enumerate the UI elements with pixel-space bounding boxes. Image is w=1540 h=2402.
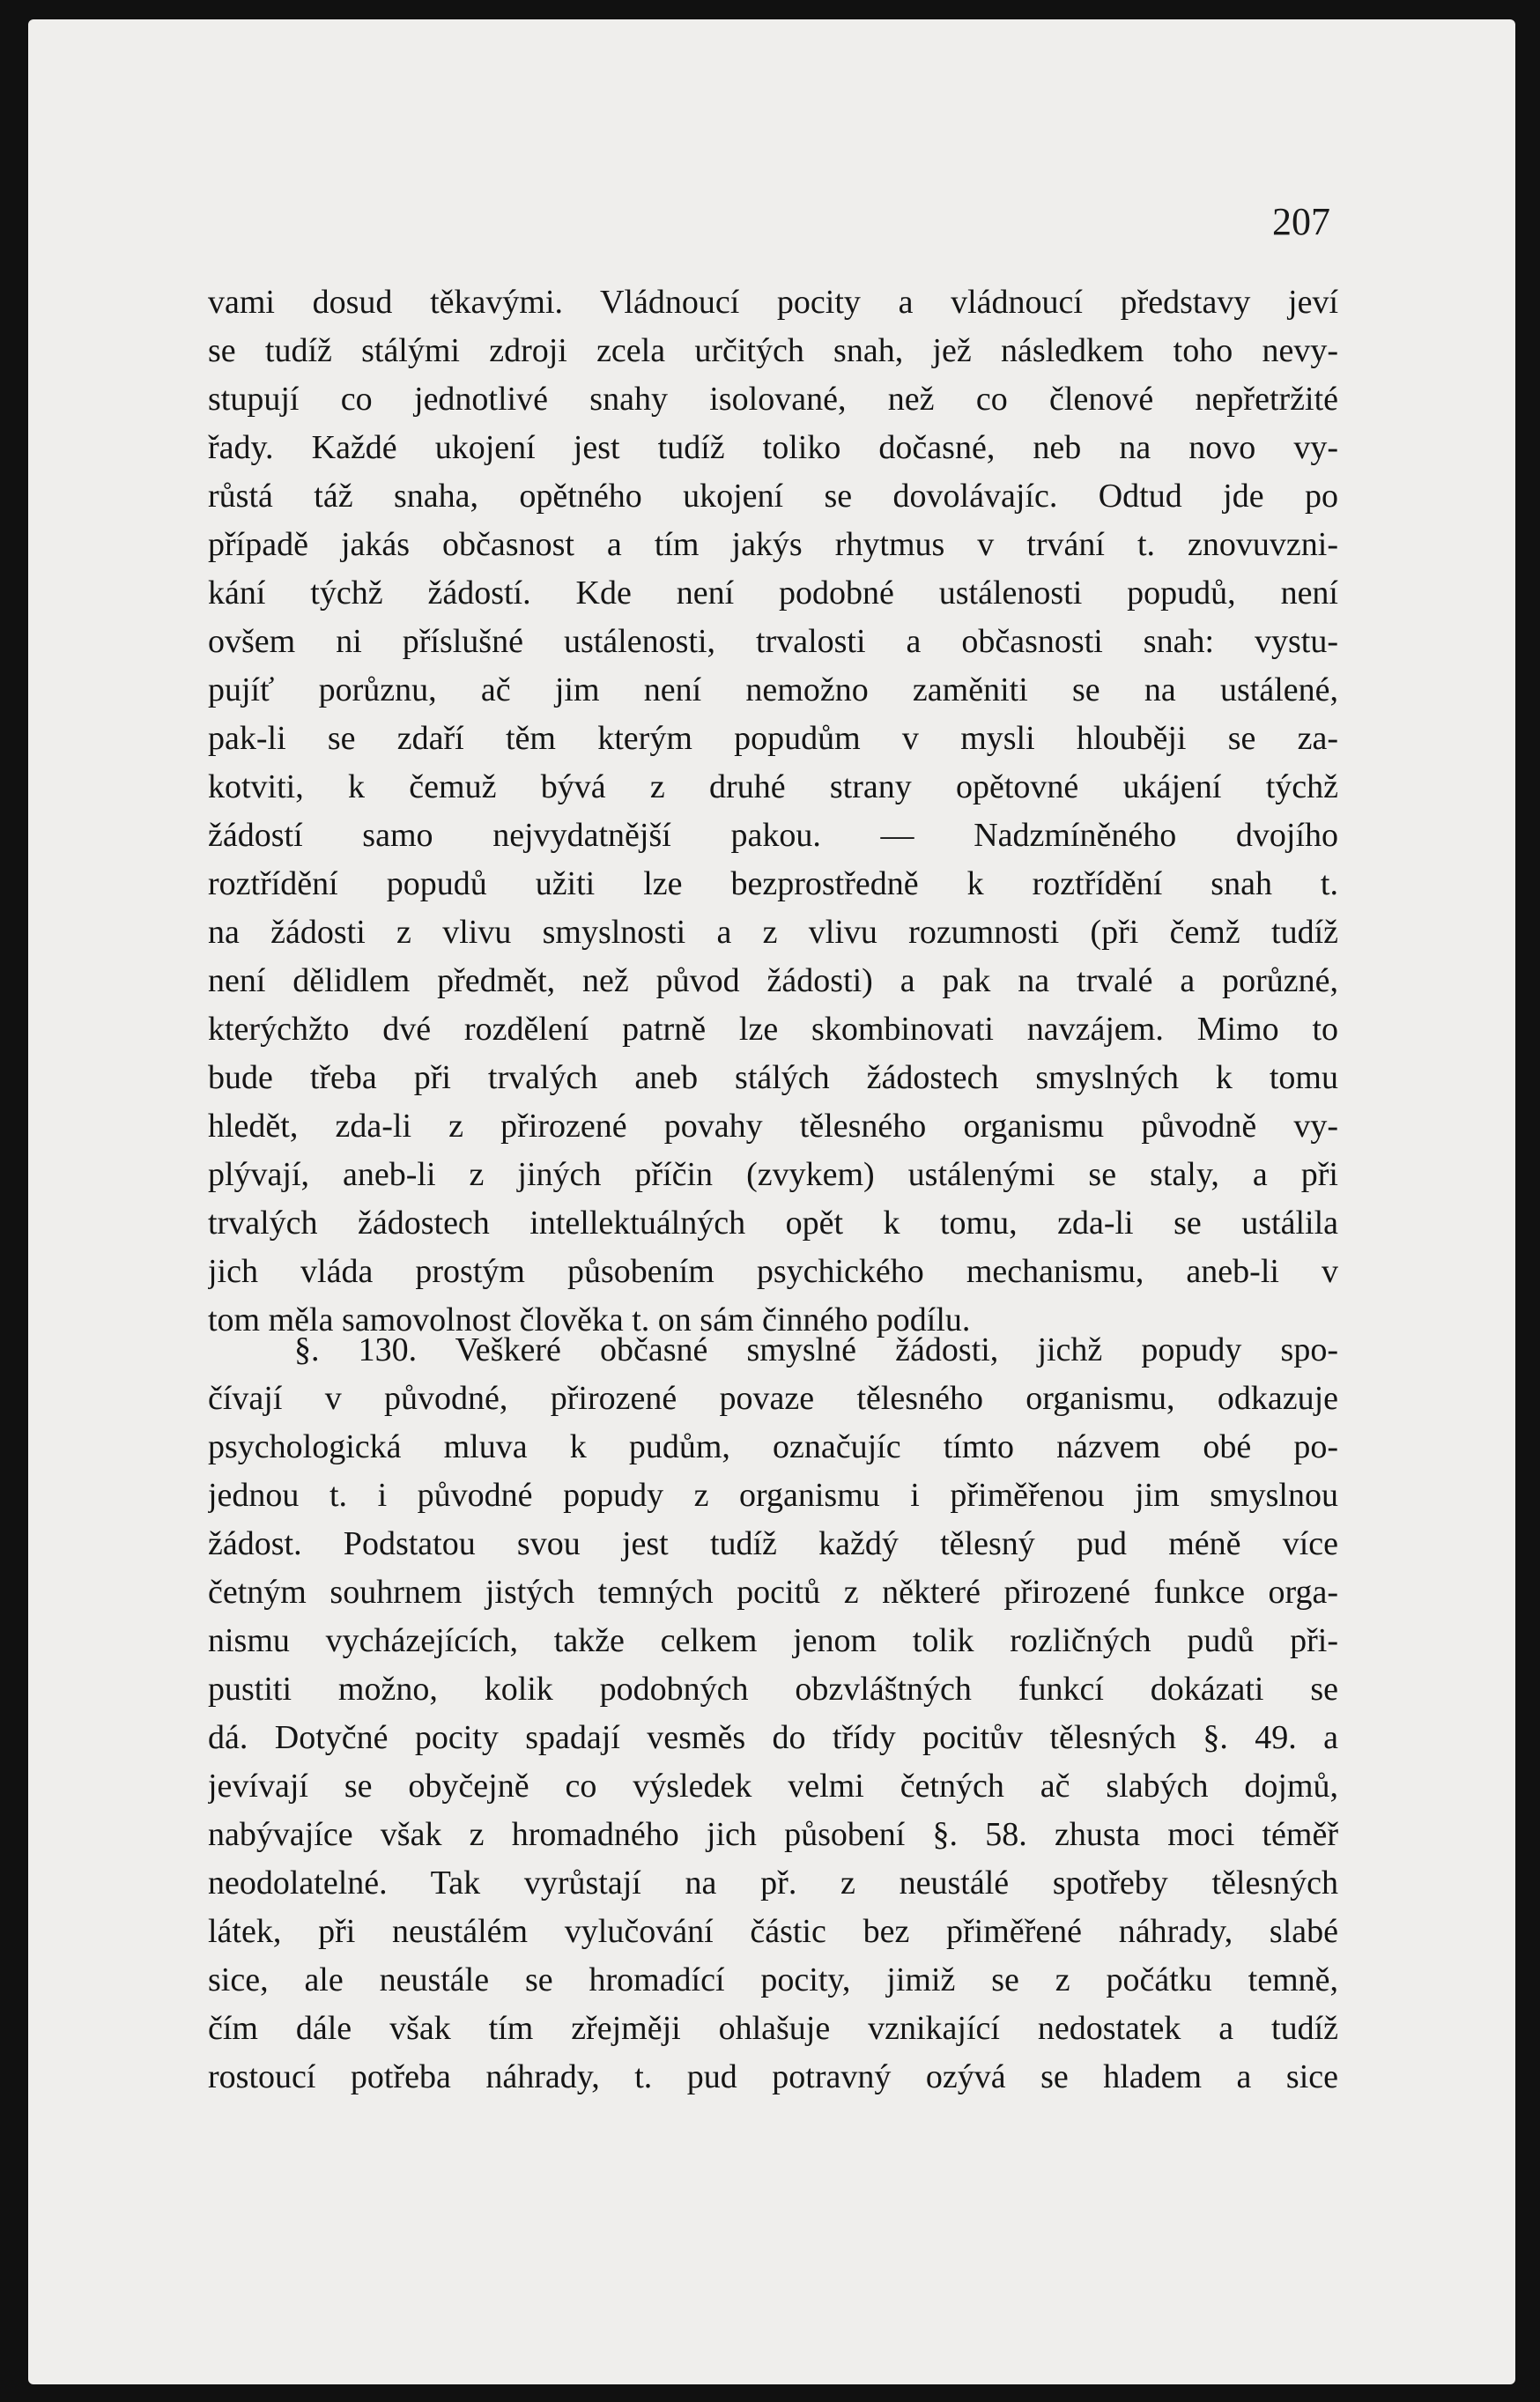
text-line: jednou t. i původné popudy z organismu i přiměřenou jim smyslnou <box>208 1477 1338 1514</box>
text-line: jevívají se obyčejně co výsledek velmi četných ač slabých dojmů, <box>208 1768 1338 1805</box>
text-line: vami dosud těkavými. Vládnoucí pocity a vládnoucí představy jeví <box>208 284 1338 321</box>
text-line: stupují co jednotlivé snahy isolované, než co členové nepřetržité <box>208 381 1338 418</box>
text-line: látek, při neustálém vylučování částic bez přiměřené náhrady, slabé <box>208 1913 1338 1950</box>
text-line: čím dále však tím zřejměji ohlašuje vznikající nedostatek a tudíž <box>208 2010 1338 2047</box>
text-line: pustiti možno, kolik podobných obzvláštných funkcí dokázati se <box>208 1671 1338 1708</box>
text-line: jich vláda prostým působením psychického mechanismu, aneb-li v <box>208 1253 1338 1290</box>
text-line: nismu vycházejících, takže celkem jenom tolik rozličných pudů při- <box>208 1622 1338 1659</box>
paragraph-1 <box>208 278 1338 1345</box>
text-line: bude třeba při trvalých aneb stálých žádostech smyslných k tomu <box>208 1059 1338 1096</box>
text-line: na žádosti z vlivu smyslnosti a z vlivu rozumnosti (při čemž tudíž <box>208 914 1338 951</box>
text-line: kání týchž žádostí. Kde není podobné ustálenosti popudů, není <box>208 575 1338 612</box>
text-line: neodolatelné. Tak vyrůstají na př. z neustálé spotřeby tělesných <box>208 1865 1338 1902</box>
text-line: sice, ale neustále se hromadící pocity, jimiž se z počátku temně, <box>208 1961 1338 1998</box>
text-line: pak-li se zdaří těm kterým popudům v mysli hlouběji se za- <box>208 720 1338 757</box>
text-line: dá. Dotyčné pocity spadají vesměs do třídy pocitův tělesných §. 49. a <box>208 1719 1338 1756</box>
text-line: řady. Každé ukojení jest tudíž toliko dočasné, neb na novo vy- <box>208 429 1338 466</box>
text-line: růstá táž snaha, opětného ukojení se dovolávajíc. Odtud jde po <box>208 478 1338 515</box>
book-page <box>28 19 1515 2384</box>
text-line: rostoucí potřeba náhrady, t. pud potravný ozývá se hladem a sice <box>208 2058 1338 2095</box>
text-line: žádostí samo nejvydatnější pakou. — Nadzmíněného dvojího <box>208 817 1338 854</box>
text-line: hledět, zda-li z přirozené povahy tělesného organismu původně vy- <box>208 1108 1338 1145</box>
text-line: plývají, aneb-li z jiných příčin (zvykem) ustálenými se staly, a při <box>208 1156 1338 1193</box>
text-line: čívají v původné, přirozené povaze tělesného organismu, odkazuje <box>208 1380 1338 1417</box>
text-line: ovšem ni příslušné ustálenosti, trvalosti a občasnosti snah: vystu- <box>208 623 1338 660</box>
text-line: nabývajíce však z hromadného jich působení §. 58. zhusta moci téměř <box>208 1816 1338 1853</box>
text-line: se tudíž stálými zdroji zcela určitých snah, jež následkem toho nevy- <box>208 332 1338 369</box>
text-line: četným souhrnem jistých temných pocitů z některé přirozené funkce orga- <box>208 1574 1338 1611</box>
text-line: žádost. Podstatou svou jest tudíž každý tělesný pud méně více <box>208 1525 1338 1562</box>
page-number: 207 <box>1272 200 1330 243</box>
text-line: kotviti, k čemuž bývá z druhé strany opětovné ukájení týchž <box>208 768 1338 805</box>
text-line: roztřídění popudů užiti lze bezprostředně k roztřídění snah t. <box>208 865 1338 902</box>
text-line: není dělidlem předmět, než původ žádosti) a pak na trvalé a porůzné, <box>208 962 1338 999</box>
paragraph-2 <box>208 1326 1338 2102</box>
text-line: pujíť porůznu, ač jim není nemožno zaměniti se na ustálené, <box>208 671 1338 708</box>
text-line: kterýchžto dvé rozdělení patrně lze skombinovati navzájem. Mimo to <box>208 1011 1338 1048</box>
text-line: §. 130. Veškeré občasné smyslné žádosti, jichž popudy spo- <box>294 1331 1338 1368</box>
text-line: tom měla samovolnost člověka t. on sám činného podílu. <box>208 1301 971 1338</box>
text-line: trvalých žádostech intellektuálných opět k tomu, zda-li se ustálila <box>208 1205 1338 1242</box>
text-line: případě jakás občasnost a tím jakýs rhytmus v trvání t. znovuvzni- <box>208 526 1338 563</box>
text-line: psychologická mluva k pudům, označujíc tímto názvem obé po- <box>208 1428 1338 1465</box>
